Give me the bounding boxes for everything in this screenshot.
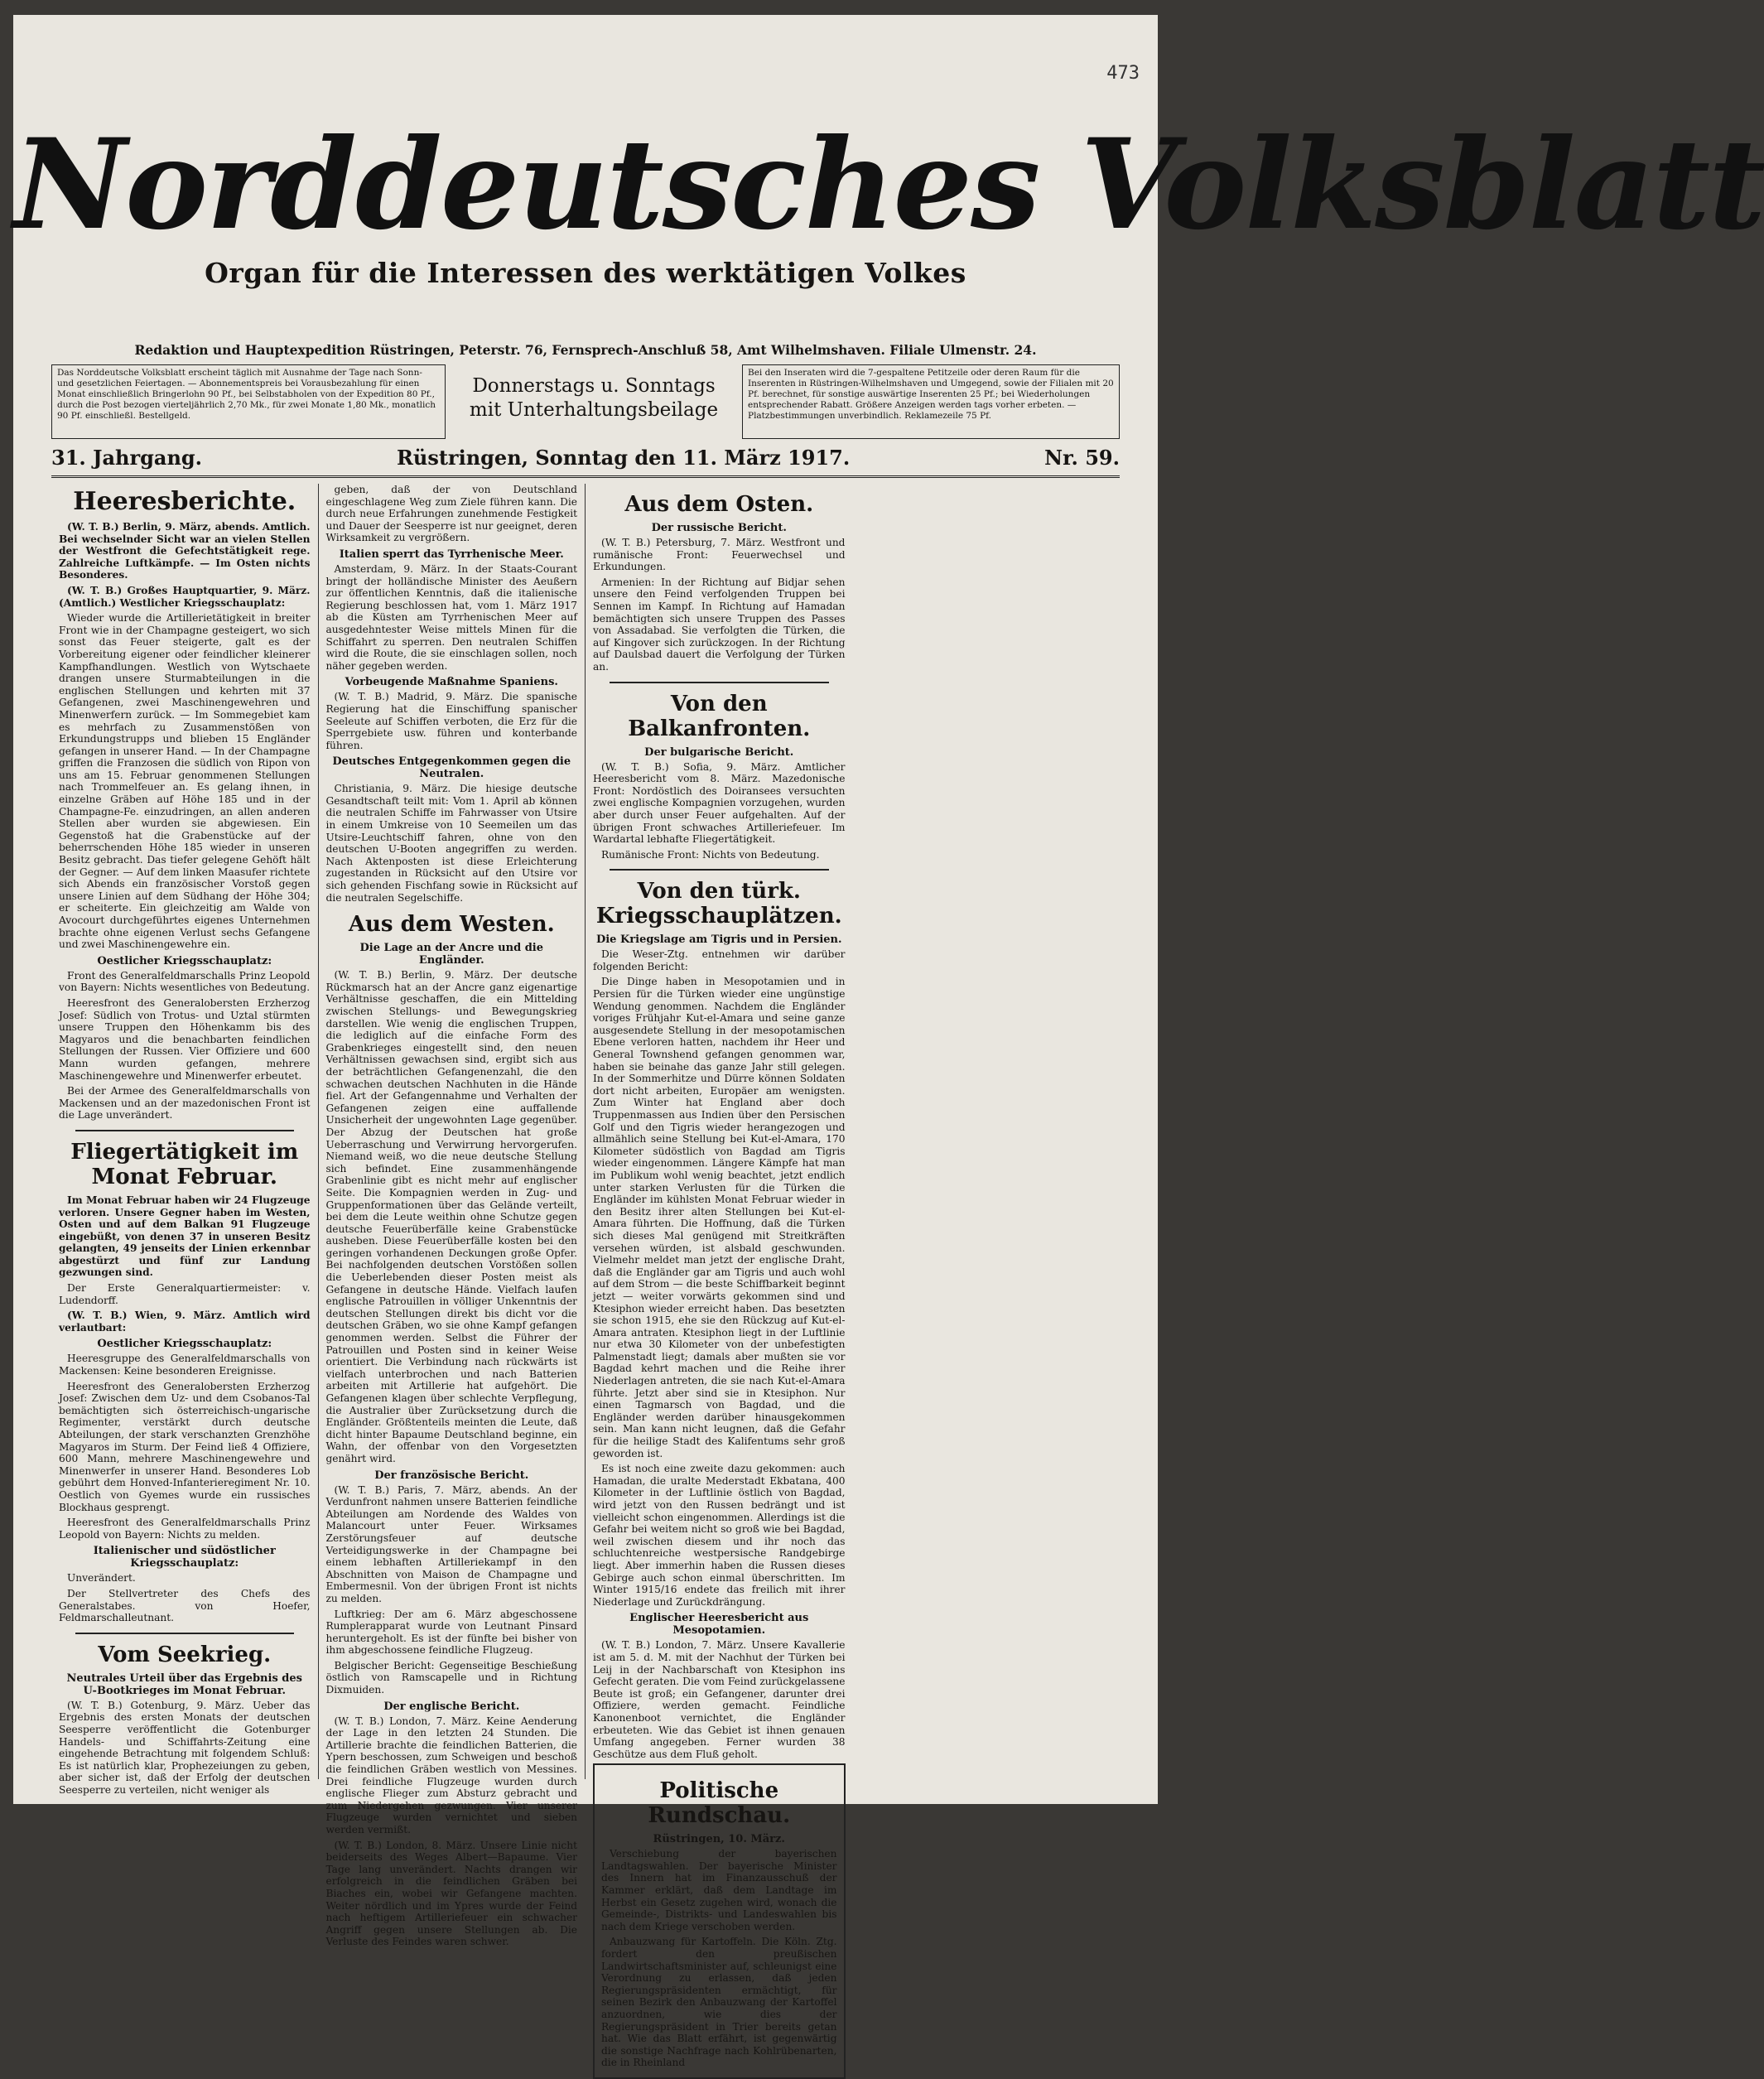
issue-number: Nr. 59.	[1044, 446, 1120, 470]
heading-heeresberichte: Heeresberichte.	[73, 487, 296, 516]
paragraph: Die Weser-Ztg. entnehmen wir darüber folgenden Bericht:	[593, 948, 846, 972]
paragraph: Unverändert.	[67, 1572, 136, 1585]
heading-fliegertaetigkeit: Fliegertätigkeit im Monat Februar.	[70, 1139, 299, 1189]
masthead	[13, 112, 1764, 289]
paragraph: (W. T. B.) Petersburg, 7. März. Westfront und rumänische Front: Feuerwechsel und Erkundungen.	[593, 537, 846, 573]
paragraph: Bei der Armee des Generalfeldmarschalls von Mackensen und an der mazedonischen Front ist die Lage unverändert.	[59, 1085, 311, 1122]
subheading: Rüstringen, 10. März.	[653, 1833, 785, 1846]
editorial-address: Redaktion und Hauptexpedition Rüstringen, Peterstr. 76, Fernsprech-Anschluß 58, Amt Wilhelmshaven. Filiale Ulmenstr. 24.	[134, 342, 1037, 358]
subheading: Die Lage an der Ancre und die Engländer.	[359, 942, 543, 967]
paragraph: Der Erste Generalquartiermeister: v. Ludendorff.	[59, 1282, 311, 1306]
newspaper-subtitle: Organ für die Interessen des werktätigen Volkes	[205, 257, 966, 289]
subheading: Oestlicher Kriegsschauplatz:	[97, 1338, 272, 1351]
paragraph: (W. T. B.) Gotenburg, 9. März. Ueber das Ergebnis des ersten Monats der deutschen Seesperre veröffentlicht die Gotenburger Handels- und Schiffahrts-Zeitung eine eingehende Betrachtung mit folgendem Schluß: Es ist natürlich klar, Prophezeiungen zu geben, aber sicher ist, daß der Erfolg der deutschen Seesperre zu verteilen, nicht weniger als	[59, 1699, 311, 1796]
subheading: Italien sperrt das Tyrrhenische Meer.	[339, 547, 564, 561]
paragraph: Christiania, 9. März. Die hiesige deutsche Gesandtschaft teilt mit: Vom 1. April ab können die neutralen Schiffe im Fahrwasser von Utsire in einem Umkreise von 10 Seemeilen um das Utsire-Leuchtschiff fahren, ohne von den deutschen U-Booten angegriffen zu werden. Nach Aktenposten ist diese Erleichterung zugestanden in Rücksicht auf den Utsire vor sich gehenden Fischfang sowie in Rücksicht auf die neutralen Segelschiffe.	[325, 783, 577, 904]
paragraph: Wieder wurde die Artillerietätigkeit in breiter Front wie in der Champagne gesteigert, wo sich sonst das Feuer steigerte, galt es der Vorbereitung eigener oder feindlicher kleinerer Kampfhandlungen. Westlich von Wytschaete drangen unsere Sturmabteilungen in die englischen Stellungen und kehrten mit 37 Gefangenen, zwei Maschinengewehren und Minenwerfern zurück. — Im Sommegebiet kam es mehrfach zu Zusammenstößen von Erkundungstrupps und blieben 15 Engländer gefangen in unserer Hand. — In der Champagne griffen die Franzosen die südlich von Ripon von uns am 15. Februar genommenen Stellungen nach Trommelfeuer an. Es gelang ihnen, in einzelne Gräben auf Höhe 185 und in der Champagne-Fe. einzudringen, an allen anderen Stellen aber wurden sie abgewiesen. Ein Gegenstoß hat die Grabenstücke auf der beherrschenden Höhe 185 wieder in unseren Besitz gebracht. Das tiefer gelegene Gehöft hält der Gegner. — Auf dem linken Maasufer richtete sich Abends ein französischer Vorstoß gegen unsere Linien auf dem Südhang der Höhe 304; er scheiterte. Ein gleichzeitig am Walde von Avocourt durchgeführtes eigenes Unternehmen brachte ohne eigenen Verlust sechs Gefangene und zwei Maschinengewehre ein.	[59, 612, 311, 951]
paragraph: Im Monat Februar haben wir 24 Flugzeuge verloren. Unsere Gegner haben im Westen, Osten und auf dem Balkan 91 Flugzeuge eingebüßt, von denen 37 in unseren Besitz gelangten, 49 jenseits der Linien erkennbar abgestürzt und fünf zur Landung gezwungen sind.	[59, 1194, 311, 1279]
subheading: Der französische Bericht.	[374, 1469, 529, 1482]
newspaper-page	[13, 15, 1764, 2069]
paragraph: Der Stellvertreter des Chefs des Generalstabes. von Hoefer, Feldmarschalleutnant.	[59, 1587, 311, 1624]
advertising-info: Bei den Inseraten wird die 7-gespaltene Petitzeile oder deren Raum für die Inserenten in Rüstringen-Wilhelmshaven und Umgegend, sowie der Filialen mit 20 Pf. berechnet, für sonstige auswärtige Inserenten 25 Pf.; bei Wiederholungen entsprechender Rabatt. Größere Anzeigen werden tags vorher erbeten. — Platzbestimmungen unverbindlich. Reklamezeile 75 Pf.	[742, 364, 1120, 439]
heading-balkanfronten: Von den Balkanfronten.	[628, 691, 811, 741]
politische-rundschau-box	[593, 1763, 846, 2079]
paragraph: Heeresfront des Generalfeldmarschalls Prinz Leopold von Bayern: Nichts zu melden.	[59, 1517, 311, 1541]
heading-aus-dem-westen: Aus dem Westen.	[348, 912, 555, 938]
paragraph: Heeresfront des Generalobersten Erzherzog Josef: Südlich von Trotus- und Uztal stürmten unsere Truppen den Höhenkamm bis des Magyaros und die benachbarten feindlichen Stellungen der Russen. Vier Offiziere und 600 Mann wurden gefangen, mehrere Maschinengewehre und Minenwerfer erbeutet.	[59, 996, 311, 1082]
paragraph: Amsterdam, 9. März. In der Staats-Courant bringt der holländische Minister des Aeußern zur öffentlichen Kenntnis, daß die italienische Regierung beschlossen hat, vom 1. März 1917 ab die Küsten am Tyrrhenischen Meer auf ausgedehntester Weise mittels Minen für die Schiffahrt zu sperren. Den neutralen Schiffen wird die Route, die sie einschlagen sollen, noch näher gegeben werden.	[325, 562, 577, 672]
paragraph: (W. T. B.) London, 7. März. Unsere Kavallerie ist am 5. d. M. mit der Nachhut der Türken bei Leij in der Nachbarschaft von Ktesiphon ins Gefecht geraten. Die vom Feind zurückgelassene Beute ist groß; ein Gefangener, darunter drei Offiziere, werden gemacht. Feindliche Kanonenboot vernichtet, die Engländer erbeuteten. Wie das Gebiet ist ihnen genauen Umfang angegeben. Ferner wurden 38 Geschütze aus dem Fluß geholt.	[593, 1639, 846, 1760]
page-number: 473	[1106, 63, 1140, 84]
column-2	[319, 484, 586, 1948]
paragraph: (W. T. B.) Madrid, 9. März. Die spanische Regierung hat die Einschiffung spanischer Seeleute auf Schiffen verboten, die Erz für die Sperrgebiete usw. führen und konterbande führen.	[325, 691, 577, 751]
paragraph: Rumänische Front: Nichts von Bedeutung.	[601, 848, 820, 861]
newspaper-title: Norddeutsches Volksblatt	[13, 112, 1764, 258]
paragraph: Die Dinge haben in Mesopotamien und in Persien für die Türken wieder eine ungünstige Wendung genommen. Nachdem die Engländer voriges Frühjahr Kut-el-Amara und seine ganze ausgesendete Stellung in der mesopotamischen Ebene verloren hatten, nachdem ihr Heer und General Townshend gefangen genommen war, haben sie beinahe das ganze Jahr still gelegen. In der Sommerhitze und Dürre können Soldaten dort nicht arbeiten, Europäer am wenigsten. Zum Winter hat England aber doch Truppenmassen aus Indien über den Persischen Golf und den Tigris wieder herangezogen und allmählich seine Stellung bei Kut-el-Amara, 170 Kilometer südöstlich von Bagdad am Tigris wieder eingenommen. Längere Kämpfe hat man im Publikum wohl wenig beachtet, jetzt endlich unter starken Verlusten für die Türken die Engländer im kühlsten Monat Februar wieder in den Besitz ihrer alten Stellungen bei Kut-el-Amara führten. Die Hoffnung, daß die Türken sich dieses Mal genügend mit Streitkräften versehen würden, ist alsbald geschwunden. Vielmehr meldet man jetzt der englische Draht, daß die Engländer gar am Tigris und auch wohl auf dem Strom — die beste Schiffbarkeit beginnt jetzt — weiter vorwärts gekommen sind und Ktesiphon wieder erreicht haben. Das besetzten sie schon 1915, ehe sie den Rückzug auf Kut-el-Amara antraten. Ktesiphon liegt in der Luftlinie nur etwa 30 Kilometer von der unbefestigten Palmenstadt liegt; damals aber mußten sie vor Bagdad kehrt machen und die Reihe ihrer Niederlagen antreten, die sie nach Kut-el-Amara führte. Jetzt aber sind sie in Ktesiphon. Nur einen Tagmarsch von Bagdad, und die Engländer werden darüber hinausgekommen sein. Man kann nicht leugnen, daß die Gefahr für die heilige Stadt des Kalifentums sehr groß geworden ist.	[593, 976, 846, 1459]
divider	[75, 1633, 294, 1634]
subheading: Neutrales Urteil über das Ergebnis des U-Bootkrieges im Monat Februar.	[66, 1671, 302, 1697]
column-3	[586, 484, 853, 2069]
supplement-info: Donnerstags u. Sonntags mit Unterhaltungsbeilage	[469, 375, 719, 421]
subheading: Oestlicher Kriegsschauplatz:	[97, 954, 272, 967]
column-1	[51, 484, 319, 1796]
subheading: Vorbeugende Maßnahme Spaniens.	[345, 676, 558, 689]
subheading: Englischer Heeresbericht aus Mesopotamien.	[629, 1612, 809, 1638]
issue-date: Rüstringen, Sonntag den 11. März 1917.	[396, 446, 851, 470]
paragraph: (W. T. B.) London, 7. März. Keine Aenderung der Lage in den letzten 24 Stunden. Die Artillerie brachte die feindlichen Batterien, die Ypern beschossen, zum Schweigen und beschoß die feindlichen Gräben westlich von Messines. Drei feindliche Flugzeuge wurden durch englische Flieger zum Absturz gebracht und zum Niedergehen gezwungen. Vier unserer Flugzeuge wurden vernichtet und sieben werden vermißt.	[325, 1715, 577, 1835]
subheading: Der englische Bericht.	[383, 1700, 520, 1713]
paragraph: Front des Generalfeldmarschalls Prinz Leopold von Bayern: Nichts wesentliches von Bedeutung.	[59, 969, 311, 994]
heading-tuerk-kriegsschauplaetze: Von den türk. Kriegsschauplätzen.	[595, 879, 842, 929]
dateline	[51, 446, 1120, 478]
paragraph: (W. T. B.) Paris, 7. März, abends. An der Verdunfront nahmen unsere Batterien feindliche Abteilungen am Nordende des Waldes von Malancourt unter Feuer. Wirksames Zerstörungsfeuer auf deutsche Verteidigungswerke in der Champagne bei einem lebhaften Artilleriekampf in den Abschnitten von Maison de Champagne und Embermesnil. Von der übrigen Front ist nichts zu melden.	[325, 1483, 577, 1604]
paragraph: Anbauzwang für Kartoffeln. Die Köln. Ztg. fordert den preußischen Landwirtschaftsminister auf, schleunigst eine Verordnung zu erlassen, daß jeden Regierungspräsidenten ermächtigt, für seinen Bezirk den Anbauzwang der Kartoffel anzuordnen, wie dies der Regierungspräsident in Trier bereits getan hat. Wie das Blatt erfährt, ist gegenwärtig die sonstige Nachfrage nach Kohlrübenarten, die in Rheinland	[601, 1936, 837, 2069]
paragraph: (W. T. B.) Großes Hauptquartier, 9. März. (Amtlich.) Westlicher Kriegsschauplatz:	[59, 584, 311, 609]
divider	[610, 682, 829, 683]
paragraph: geben, daß der von Deutschland eingeschlagene Weg zum Ziele führen kann. Die durch neue Erfahrungen zunehmende Festigkeit und Dauer der Seesperre ist nur geeignet, deren Wirksamkeit zu vergrößern.	[325, 484, 577, 544]
heading-seekrieg: Vom Seekrieg.	[98, 1642, 272, 1667]
divider	[75, 1130, 294, 1131]
info-bar	[51, 364, 1120, 439]
paragraph: (W. T. B.) Wien, 9. März. Amtlich wird verlautbart:	[59, 1310, 311, 1334]
paragraph: Luftkrieg: Der am 6. März abgeschossene Rumplerapparat wurde von Leutnant Pinsard heruntergeholt. Es ist der fünfte bei bisher von ihm abgeschossene feindliche Flugzeug.	[325, 1608, 577, 1657]
subscription-info: Das Norddeutsche Volksblatt erscheint täglich mit Ausnahme der Tage nach Sonn- und gesetzlichen Feiertagen. — Abonnementspreis bei Vorausbezahlung für einen Monat einschließlich Bringerlohn 90 Pf., bei Selbstabholen von der Expedition 80 Pf., durch die Post bezogen vierteljährlich 2,70 Mk., für zwei Monate 1,80 Mk., monatlich 90 Pf. einschließl. Bestellgeld.	[51, 364, 446, 439]
subheading: Der russische Bericht.	[651, 522, 787, 534]
subheading: Italienischer und südöstlicher Kriegsschauplatz:	[93, 1545, 276, 1570]
heading-aus-dem-osten: Aus dem Osten.	[624, 492, 814, 517]
paragraph: Armenien: In der Richtung auf Bidjar sehen unsere den Feind verfolgenden Truppen bei Sennen im Kampf. In Richtung auf Hamadan bemächtigten sich unsere Truppen des Passes von Assadabad. Sie verfolgten die Türken, die auf Kingover sich zurückzogen. In der Richtung auf Daulsbad dauert die Verfolgung der Türken an.	[593, 576, 846, 673]
paragraph: Verschiebung der bayerischen Landtagswahlen. Der bayerische Minister des Innern hat im Finanzausschuß der Kammer erklärt, daß dem Landtage im Herbst ein Gesetz zugehen wird, wonach die Gemeinde-, Distrikts- und Landeswahlen bis nach dem Kriege verschoben werden.	[601, 1848, 837, 1932]
article-columns	[51, 484, 1120, 2069]
paragraph: Heeresfront des Generalobersten Erzherzog Josef: Zwischen dem Uz- und dem Csobanos-Tal bemächtigten sich österreichisch-ungarische Regimenter, verstärkt durch deutsche Abteilungen, der stark verschanzten Grenzhöhe Magyaros im Sturm. Der Feind ließ 4 Offiziere, 600 Mann, mehrere Maschinengewehre und Minenwerfer in unserer Hand. Besonderes Lob gebührt dem Honved-Infanterieregiment Nr. 10. Oestlich von Gyemes wurde ein russisches Blockhaus gesprengt.	[59, 1380, 311, 1513]
subheading: Die Kriegslage am Tigris und in Persien.	[595, 933, 842, 947]
paragraph: (W. T. B.) Berlin, 9. März, abends. Amtlich. Bei wechselnder Sicht war an vielen Stellen der Westfront die Gefechtstätigkeit rege. Zahlreiche Luftkämpfe. — Im Osten nichts Besonderes.	[59, 521, 311, 581]
heading-politische-rundschau: Politische Rundschau.	[648, 1778, 791, 1829]
subheading: Der bulgarische Bericht.	[644, 745, 794, 759]
volume-label: 31. Jahrgang.	[51, 446, 203, 470]
paragraph: (W. T. B.) London, 8. März. Unsere Linie nicht beiderseits des Weges Albert—Bapaume. Vier Tage lang unverändert. Nachts drangen wir erfolgreich in die feindlichen Gräben bei Biaches ein, wobei wir Gefangene machten. Weiter nördlich und im Ypres wurde der Feind nach heftigem Artilleriefeuer ein schwacher Angriff gegen unsere Stellungen ab. Die Verluste des Feindes waren schwer.	[325, 1839, 577, 1948]
subheading: Deutsches Entgegenkommen gegen die Neutralen.	[332, 755, 571, 781]
paragraph: (W. T. B.) Sofia, 9. März. Amtlicher Heeresbericht vom 8. März. Mazedonische Front: Nordöstlich des Doiransees versuchten zwei englische Kompagnien vorzugehen, wurden aber durch unser Feuer aufgehalten. Auf der übrigen Front schwaches Artilleriefeuer. Im Wardartal lebhafte Fliegertätigkeit.	[593, 760, 846, 846]
divider	[610, 869, 829, 871]
paragraph: Belgischer Bericht: Gegenseitige Beschießung östlich von Ramscapelle und in Richtung Dixmuiden.	[325, 1659, 577, 1696]
paragraph: (W. T. B.) Berlin, 9. März. Der deutsche Rückmarsch hat an der Ancre ganz eigenartige Verhältnisse geschaffen, die ein Mittelding zwischen Stellungs- und Bewegungskrieg darstellen. Wie wenig die englischen Truppen, die lediglich auf die einfache Form des Grabenkrieges eingestellt sind, den neuen Verhältnissen gewachsen sind, ergibt sich aus der beträchtlichen Gefangenenzahl, die den schwachen deutschen Nachhuten in die Hände fiel. Art der Gefangennahme und Verhalten der Gefangenen zeigen eine auffallende Unsicherheit der ungewohnten Lage gegenüber. Der Abzug der Deutschen hat große Ueberraschung und Verwirrung hervorgerufen. Niemand weiß, wo die neue deutsche Stellung sich befindet. Eine zusammenhängende Grabenlinie gibt es nicht mehr auf englischer Seite. Die Kompagnien werden in Zug- und Gruppenformationen über das Gelände verteilt, bei dem die Leute weithin ohne Schutze gegen deutsche Feuerüberfälle keine Grabenstücke ausheben. Diese Feuerüberfälle kosten bei den geringen vorhandenen Deckungen große Opfer. Bei nachfolgenden deutschen Vorstößen sollen die Ueberlebenden dieser Posten meist als Gefangene in deutsche Hände. Vielfach laufen englische Patrouillen in völliger Unkenntnis der deutschen Stellungen direkt bis dicht vor die deutschen Gräben, wo sie ohne Kampf gefangen genommen werden. Selbst die Führer der Patrouillen und Posten sind in keiner Weise orientiert. Die Verbindung nach rückwärts ist vielfach unterbrochen und nach Batterien arbeiten mit Artillerie hat aufgehört. Die Gefangenen klagen über schlechte Verpflegung, die Australier über Zurücksetzung durch die Engländer. Größtenteils meinten die Leute, daß dicht hinter Bapaume Deutschland beginne, ein Wahn, der offenbar von den Vorgesetzten genährt wird.	[325, 969, 577, 1464]
paragraph: Es ist noch eine zweite dazu gekommen: auch Hamadan, die uralte Mederstadt Ekbatana, 400 Kilometer in der Luftlinie östlich von Bagdad, wird jetzt von den Russen bedrängt und ist vielleicht schon eingenommen. Allerdings ist die Gefahr bei weitem nicht so groß wie bei Bagdad, weil zwischen diesem und ihr noch das schluchtenreiche westpersische Randgebirge liegt. Aber immerhin haben die Russen dieses Gebirge auch schon einmal überschritten. Im Winter 1915/16 endete das freilich mit ihrer Niederlage und Zurückdrängung.	[593, 1463, 846, 1608]
paragraph: Heeresgruppe des Generalfeldmarschalls von Mackensen: Keine besonderen Ereignisse.	[59, 1353, 311, 1377]
